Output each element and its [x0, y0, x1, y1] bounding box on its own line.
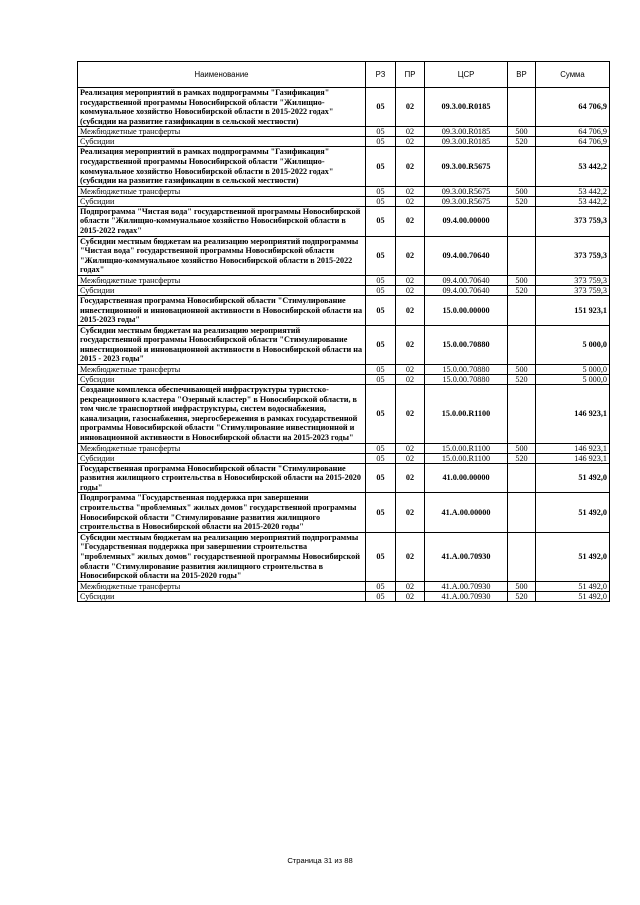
- row-sum: 51 492,0: [536, 463, 610, 493]
- row-name: Субсидии местным бюджетам на реализацию мероприятий подпрограммы "Государственная поддержка при завершении строительства "проблемных" жилых домов" государственной программы Новосибирской области "Стимулирование развития жилищного строительства в Новосибирской области на 2015-2020 годы": [78, 532, 366, 581]
- row-rz: 05: [366, 591, 396, 601]
- table-row: [78, 581, 610, 591]
- row-csr: 15.0.00.R1100: [425, 443, 508, 453]
- row-pr: 02: [396, 493, 425, 532]
- table-row: [78, 206, 610, 236]
- row-pr: 02: [396, 453, 425, 463]
- row-csr: 09.3.00.R0185: [425, 88, 508, 127]
- row-name: Государственная программа Новосибирской области "Стимулирование развития жилищного строительства в Новосибирской области на 2015-2020 годы": [78, 463, 366, 493]
- row-vr: 500: [508, 443, 536, 453]
- row-name: Субсидии: [78, 591, 366, 601]
- row-name: Государственная программа Новосибирской области "Стимулирование инвестиционной и инновационной активности в Новосибирской области на 2015-2023 годы": [78, 295, 366, 325]
- row-pr: 02: [396, 285, 425, 295]
- row-name: Межбюджетные трансферты: [78, 581, 366, 591]
- row-rz: 05: [366, 325, 396, 364]
- row-vr: [508, 532, 536, 581]
- row-name: Межбюджетные трансферты: [78, 127, 366, 137]
- table-row: [78, 375, 610, 385]
- row-rz: 05: [366, 147, 396, 186]
- row-sum: 53 442,2: [536, 147, 610, 186]
- row-csr: 15.0.00.R1100: [425, 453, 508, 463]
- row-pr: 02: [396, 375, 425, 385]
- row-pr: 02: [396, 206, 425, 236]
- row-sum: 64 706,9: [536, 127, 610, 137]
- row-vr: 500: [508, 581, 536, 591]
- row-csr: 09.4.00.70640: [425, 285, 508, 295]
- row-rz: 05: [366, 206, 396, 236]
- row-pr: 02: [396, 325, 425, 364]
- row-sum: 53 442,2: [536, 196, 610, 206]
- row-vr: 520: [508, 196, 536, 206]
- row-csr: 41.А.00.70930: [425, 532, 508, 581]
- table-row: [78, 385, 610, 444]
- row-sum: 5 000,0: [536, 365, 610, 375]
- row-pr: 02: [396, 196, 425, 206]
- table-body: [78, 88, 610, 602]
- row-name: Межбюджетные трансферты: [78, 365, 366, 375]
- row-vr: 500: [508, 365, 536, 375]
- row-csr: 09.4.00.00000: [425, 206, 508, 236]
- row-sum: 51 492,0: [536, 493, 610, 532]
- row-name: Реализация мероприятий в рамках подпрограммы "Газификация" государственной программы Новосибирской области "Жилищно-коммунальное хозяйство Новосибирской области в 2015-2022 годах" (субсидии на развитие газификации в сельской местности): [78, 147, 366, 186]
- row-csr: 09.4.00.70640: [425, 236, 508, 275]
- row-rz: 05: [366, 581, 396, 591]
- row-rz: 05: [366, 236, 396, 275]
- row-rz: 05: [366, 295, 396, 325]
- row-rz: 05: [366, 385, 396, 444]
- table-row: [78, 463, 610, 493]
- header-rz: РЗ: [366, 62, 396, 88]
- row-pr: 02: [396, 581, 425, 591]
- table-row: [78, 453, 610, 463]
- table-row: [78, 186, 610, 196]
- row-name: Субсидии местным бюджетам на реализацию мероприятий подпрограммы "Чистая вода" государственной программы Новосибирской области "Жилищно-коммунальное хозяйство Новосибирской области в 2015-2022 годах": [78, 236, 366, 275]
- row-rz: 05: [366, 196, 396, 206]
- row-csr: 41.А.00.70930: [425, 591, 508, 601]
- row-pr: 02: [396, 591, 425, 601]
- row-csr: 09.3.00.R5675: [425, 196, 508, 206]
- table-row: [78, 591, 610, 601]
- row-vr: [508, 385, 536, 444]
- row-csr: 41.А.00.70930: [425, 581, 508, 591]
- row-vr: 520: [508, 591, 536, 601]
- row-sum: 51 492,0: [536, 581, 610, 591]
- table-row: [78, 147, 610, 186]
- row-pr: 02: [396, 88, 425, 127]
- header-csr: ЦСР: [425, 62, 508, 88]
- row-vr: 500: [508, 127, 536, 137]
- row-vr: [508, 206, 536, 236]
- row-name: Субсидии местным бюджетам на реализацию мероприятий государственной программы Новосибирской области "Стимулирование инвестиционной и инновационной активности в Новосибирской области на 2015 - 2023 годы": [78, 325, 366, 364]
- row-rz: 05: [366, 493, 396, 532]
- row-name: Подпрограмма "Чистая вода" государственной программы Новосибирской области "Жилищно-коммунальное хозяйство Новосибирской области в 2015-2022 годах": [78, 206, 366, 236]
- row-pr: 02: [396, 236, 425, 275]
- row-vr: [508, 463, 536, 493]
- row-sum: 373 759,3: [536, 275, 610, 285]
- row-sum: 5 000,0: [536, 375, 610, 385]
- row-rz: 05: [366, 443, 396, 453]
- row-name: Межбюджетные трансферты: [78, 443, 366, 453]
- row-csr: 15.0.00.70880: [425, 365, 508, 375]
- row-name: Субсидии: [78, 285, 366, 295]
- row-rz: 05: [366, 137, 396, 147]
- row-pr: 02: [396, 275, 425, 285]
- row-sum: 51 492,0: [536, 591, 610, 601]
- table-row: [78, 127, 610, 137]
- row-sum: 51 492,0: [536, 532, 610, 581]
- row-rz: 05: [366, 453, 396, 463]
- row-pr: 02: [396, 365, 425, 375]
- row-name: Межбюджетные трансферты: [78, 186, 366, 196]
- row-rz: 05: [366, 186, 396, 196]
- row-csr: 41.А.00.00000: [425, 493, 508, 532]
- row-pr: 02: [396, 127, 425, 137]
- row-csr: 09.3.00.R0185: [425, 127, 508, 137]
- row-name: Субсидии: [78, 375, 366, 385]
- page-number: Страница 31 из 88: [287, 856, 353, 865]
- row-vr: [508, 88, 536, 127]
- row-pr: 02: [396, 295, 425, 325]
- row-csr: 09.4.00.70640: [425, 275, 508, 285]
- row-sum: 373 759,3: [536, 206, 610, 236]
- row-name: Реализация мероприятий в рамках подпрограммы "Газификация" государственной программы Новосибирской области "Жилищно-коммунальное хозяйство Новосибирской области в 2015-2022 годах" (субсидии на развитие газификации в сельской местности): [78, 88, 366, 127]
- table-row: [78, 443, 610, 453]
- row-rz: 05: [366, 375, 396, 385]
- row-name: Межбюджетные трансферты: [78, 275, 366, 285]
- row-sum: 53 442,2: [536, 186, 610, 196]
- table-row: [78, 275, 610, 285]
- row-rz: 05: [366, 532, 396, 581]
- row-rz: 05: [366, 127, 396, 137]
- row-sum: 146 923,1: [536, 443, 610, 453]
- row-rz: 05: [366, 88, 396, 127]
- row-vr: 520: [508, 453, 536, 463]
- row-csr: 15.0.00.70880: [425, 375, 508, 385]
- row-vr: 520: [508, 285, 536, 295]
- row-sum: 373 759,3: [536, 285, 610, 295]
- row-pr: 02: [396, 532, 425, 581]
- table-row: [78, 493, 610, 532]
- row-rz: 05: [366, 285, 396, 295]
- row-csr: 09.3.00.R0185: [425, 137, 508, 147]
- row-pr: 02: [396, 147, 425, 186]
- table-row: [78, 236, 610, 275]
- row-sum: 146 923,1: [536, 385, 610, 444]
- table-row: [78, 88, 610, 127]
- row-sum: 64 706,9: [536, 88, 610, 127]
- table-row: [78, 532, 610, 581]
- table-row: [78, 137, 610, 147]
- row-csr: 09.3.00.R5675: [425, 186, 508, 196]
- row-vr: 520: [508, 375, 536, 385]
- header-sum: Сумма: [536, 62, 610, 88]
- row-rz: 05: [366, 463, 396, 493]
- row-rz: 05: [366, 275, 396, 285]
- row-csr: 15.0.00.70880: [425, 325, 508, 364]
- row-pr: 02: [396, 137, 425, 147]
- row-rz: 05: [366, 365, 396, 375]
- row-csr: 15.0.00.00000: [425, 295, 508, 325]
- row-vr: 520: [508, 137, 536, 147]
- row-pr: 02: [396, 463, 425, 493]
- table-header-row: [78, 62, 610, 88]
- row-pr: 02: [396, 186, 425, 196]
- table-row: [78, 325, 610, 364]
- table-row: [78, 295, 610, 325]
- table-row: [78, 365, 610, 375]
- row-name: Субсидии: [78, 137, 366, 147]
- row-sum: 64 706,9: [536, 137, 610, 147]
- row-sum: 5 000,0: [536, 325, 610, 364]
- row-name: Субсидии: [78, 453, 366, 463]
- row-csr: 41.0.00.00000: [425, 463, 508, 493]
- row-sum: 146 923,1: [536, 453, 610, 463]
- row-pr: 02: [396, 385, 425, 444]
- table-row: [78, 196, 610, 206]
- table-row: [78, 285, 610, 295]
- row-pr: 02: [396, 443, 425, 453]
- row-vr: 500: [508, 186, 536, 196]
- row-vr: 500: [508, 275, 536, 285]
- budget-table: [77, 61, 610, 602]
- header-vr: ВР: [508, 62, 536, 88]
- header-name: Наименование: [78, 62, 366, 88]
- row-vr: [508, 295, 536, 325]
- row-sum: 151 923,1: [536, 295, 610, 325]
- row-vr: [508, 147, 536, 186]
- row-vr: [508, 236, 536, 275]
- row-name: Создание комплекса обеспечивающей инфраструктуры туристско-рекреационного кластера "Озерный кластер" в Новосибирской области, в том числе транспортной инфраструктуры, систем водоснабжения, канализации, газоснабжения, энергосбережения в рамках государственной программы Новосибирской области "Стимулирование инвестиционной и инновационной активности в Новосибирской области на 2015-2023 годы": [78, 385, 366, 444]
- row-name: Субсидии: [78, 196, 366, 206]
- row-csr: 09.3.00.R5675: [425, 147, 508, 186]
- row-csr: 15.0.00.R1100: [425, 385, 508, 444]
- header-pr: ПР: [396, 62, 425, 88]
- row-vr: [508, 493, 536, 532]
- row-name: Подпрограмма "Государственная поддержка при завершении строительства "проблемных" жилых домов" государственной программы Новосибирской области "Стимулирование развития жилищного строительства в Новосибирской области на 2015-2020 годы": [78, 493, 366, 532]
- row-vr: [508, 325, 536, 364]
- row-sum: 373 759,3: [536, 236, 610, 275]
